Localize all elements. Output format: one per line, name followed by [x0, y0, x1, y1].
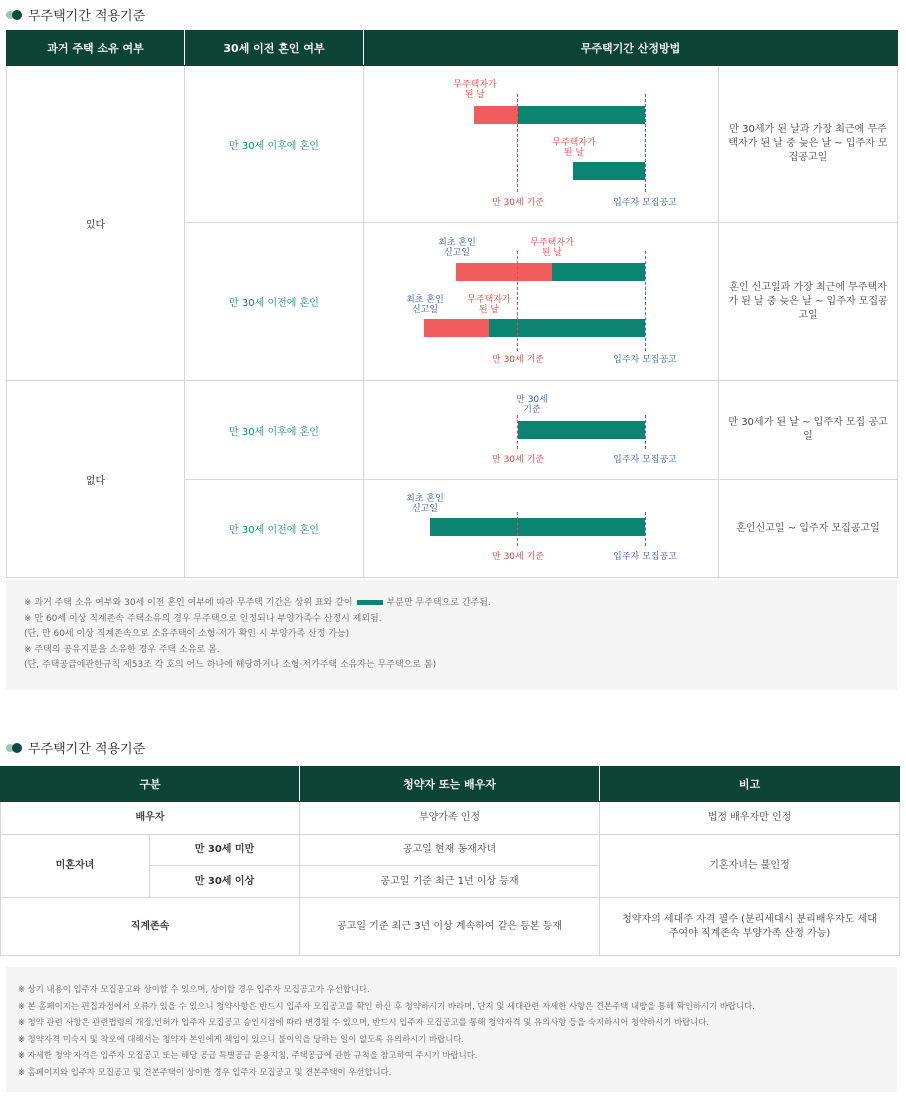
age30-label: 만 30세 기준	[492, 198, 544, 208]
owned-yes-cell: 있다	[7, 66, 185, 381]
owned-no-cell: 없다	[7, 381, 185, 578]
diagram-label-age30: 만 30세 기준	[516, 395, 548, 415]
header-category: 구분	[1, 767, 300, 802]
over30-value: 공고일 기준 최근 1년 이상 등재	[300, 866, 600, 898]
section2-title-text: 무주택기간 적용기준	[28, 742, 146, 757]
spouse-label: 배우자	[1, 802, 300, 835]
table-row	[1, 835, 900, 866]
section1-title-text: 무주택기간 적용기준	[28, 9, 146, 24]
announcement-label: 입주자 모집공고	[613, 355, 677, 365]
green-legend-icon	[357, 600, 383, 605]
table-row	[7, 66, 898, 223]
marriage-cell: 만 30세 이후에 혼인	[185, 381, 364, 480]
children-remark: 기혼자녀는 불인정	[600, 835, 900, 898]
note-line: ※ 과거 주택 소유 여부와 30세 이전 혼인 여부에 따라 무주택 기간은 상위 표와 같이 부분만 무주택으로 간주됨.	[24, 598, 491, 608]
spouse-remark: 법정 배우자만 인정	[600, 802, 900, 835]
description-cell: 만 30세가 된 날 ~ 입주자 모집 공고일	[719, 381, 898, 480]
diagram-label-homeless-2: 무주택자가 된 날	[552, 138, 596, 158]
bullet-dots-icon	[6, 10, 22, 20]
marriage-cell: 만 30세 이전에 혼인	[185, 480, 364, 578]
timeline-diagram-3	[364, 381, 718, 479]
table-row	[7, 381, 898, 480]
note-line: ※ 홈페이지와 입주자 모집공고 및 견본주택이 상이한 경우 입주자 모집공고 및 견본주택이 우선합니다.	[18, 1066, 392, 1077]
age30-label: 만 30세 기준	[492, 552, 544, 562]
green-bar	[430, 518, 645, 536]
note-line: ※ 청약 관련 사항은 관련법령의 개정,인허가 입주자 모집공고 승인시점에 따라 변경될 수 있으며, 반드시 입주자 모집공고를 통해 청약자격 및 유의사항 등을 숙지하시어 청약하시기 바랍니다.	[18, 1017, 710, 1027]
marriage-cell: 만 30세 이후에 혼인	[185, 66, 364, 223]
red-bar	[424, 319, 489, 337]
age30-label: 만 30세 기준	[492, 455, 544, 465]
note-line: ※ 만 60세 이상 직계존속 주택소유의 경우 무주택으로 인정되나 부양가족수 산정시 제외됨.	[24, 613, 382, 624]
table-row	[1, 898, 900, 956]
section1-title	[6, 5, 145, 24]
diagram-cell	[364, 66, 719, 223]
note-box-1	[6, 580, 897, 690]
announcement-line	[645, 251, 646, 351]
announcement-label: 입주자 모집공고	[613, 552, 677, 562]
age30-line	[517, 94, 518, 192]
diagram-label-homeless-1: 무주택자가 된 날	[453, 80, 497, 100]
header-marriage: 30세 이전 혼인 여부	[185, 31, 364, 66]
age30-line	[517, 415, 518, 449]
announcement-line	[645, 415, 646, 449]
note-line: ※ 청약자격 미숙지 및 착오에 대해서는 청약자 본인에게 책임이 있으니 불이익을 당하는 일이 없도록 유의하시기 바랍니다.	[18, 1033, 465, 1044]
red-bar	[456, 263, 552, 281]
header-applicant: 청약자 또는 배우자	[300, 767, 600, 802]
table-row	[1, 802, 900, 835]
announcement-label: 입주자 모집공고	[613, 455, 677, 465]
diagram-cell	[364, 223, 719, 381]
header-remarks: 비고	[600, 767, 900, 802]
timeline-diagram-1	[364, 66, 718, 222]
ascendant-label: 직계존속	[1, 898, 300, 956]
spouse-value: 부양가족 인정	[300, 802, 600, 835]
note-line: ※ 상기 내용이 입주자 모집공고와 상이할 수 있으며, 상이할 경우 입주자 모집공고가 우선합니다.	[18, 984, 370, 994]
header-method: 무주택기간 산정방법	[364, 31, 898, 66]
timeline-diagram-2	[364, 223, 718, 380]
header-ownership: 과거 주택 소유 여부	[7, 31, 185, 66]
ascendant-remark: 청약자의 세대주 자격 필수 (분리세대시 분리배우자도 세대주여야 직계존속 부양가족 산정 가능)	[600, 898, 900, 956]
announcement-line	[645, 94, 646, 192]
age30-line	[517, 251, 518, 351]
dependents-table	[0, 766, 900, 956]
green-bar	[518, 421, 645, 439]
diagram-cell	[364, 480, 719, 578]
description-cell: 혼인 신고일과 가장 최근에 무주택자가 된 날 중 늦은 날 ~ 입주자 모집공고일	[719, 223, 898, 381]
marriage-cell: 만 30세 이전에 혼인	[185, 223, 364, 381]
note-line: ※ 본 홈페이지는 편집과정에서 오류가 있을 수 있으니 청약사항은 반드시 입주자 모집공고를 확인 하신 후 청약하시기 바라며, 단지 및 세대관련 자세한 사항은 견본주택 내방을 통해 확인하시기 바랍니다.	[18, 1000, 755, 1011]
green-bar	[518, 106, 645, 124]
description-cell: 혼인신고일 ~ 입주자 모집공고일	[719, 480, 898, 578]
announcement-line	[645, 512, 646, 546]
diagram-label-homeless: 무주택자가 된 날	[530, 238, 574, 258]
diagram-label-first-marriage: 최초 혼인 신고일	[406, 295, 444, 315]
green-bar	[489, 319, 645, 337]
timeline-diagram-4	[364, 480, 718, 577]
ascendant-value: 공고일 기준 최근 3년 이상 계속하여 같은 등본 등재	[300, 898, 600, 956]
under30-value: 공고일 현재 동재자녀	[300, 835, 600, 866]
note-line: (단, 만 60세 이상 직계존속으로 소유주택이 소형·저가 확인 시 부양가족 산정 가능)	[24, 629, 350, 639]
note-line: ※ 주택의 공유지분을 소유한 경우 주택 소유로 봄.	[24, 644, 220, 655]
age30-line	[517, 512, 518, 546]
diagram-label-first-marriage: 최초 혼인 신고일	[406, 494, 444, 514]
over30-label: 만 30세 이상	[150, 866, 300, 898]
under30-label: 만 30세 미만	[150, 835, 300, 866]
announcement-label: 입주자 모집공고	[613, 198, 677, 208]
diagram-label-homeless: 무주택자가 된 날	[467, 295, 511, 315]
homeless-period-table	[6, 30, 898, 578]
note-line: ※ 자세한 청약 자격은 입주자 모집공고 또는 해당 공급 특별공급 운용지침, 주택공급에 관한 규칙을 참고하여 주시기 바랍니다.	[18, 1050, 478, 1060]
age30-label: 만 30세 기준	[492, 355, 544, 365]
green-bar	[573, 162, 645, 180]
children-label: 미혼자녀	[1, 835, 150, 898]
note-box-2	[6, 967, 897, 1092]
green-bar	[552, 263, 645, 281]
bullet-dots-icon	[6, 743, 22, 753]
note-line: (단, 주택공급에관한규칙 제53조 각 호의 어느 하나에 해당하거나 소형·저가주택 소유자는 무주택으로 봄)	[24, 660, 437, 670]
section2-title	[6, 738, 145, 757]
description-cell: 만 30세가 된 날과 가장 최근에 무주택자가 된 날 중 늦은 날 ~ 입주자 모집공고일	[719, 66, 898, 223]
diagram-cell	[364, 381, 719, 480]
diagram-label-first-marriage: 최초 혼인 신고일	[438, 238, 476, 258]
red-bar	[474, 106, 518, 124]
